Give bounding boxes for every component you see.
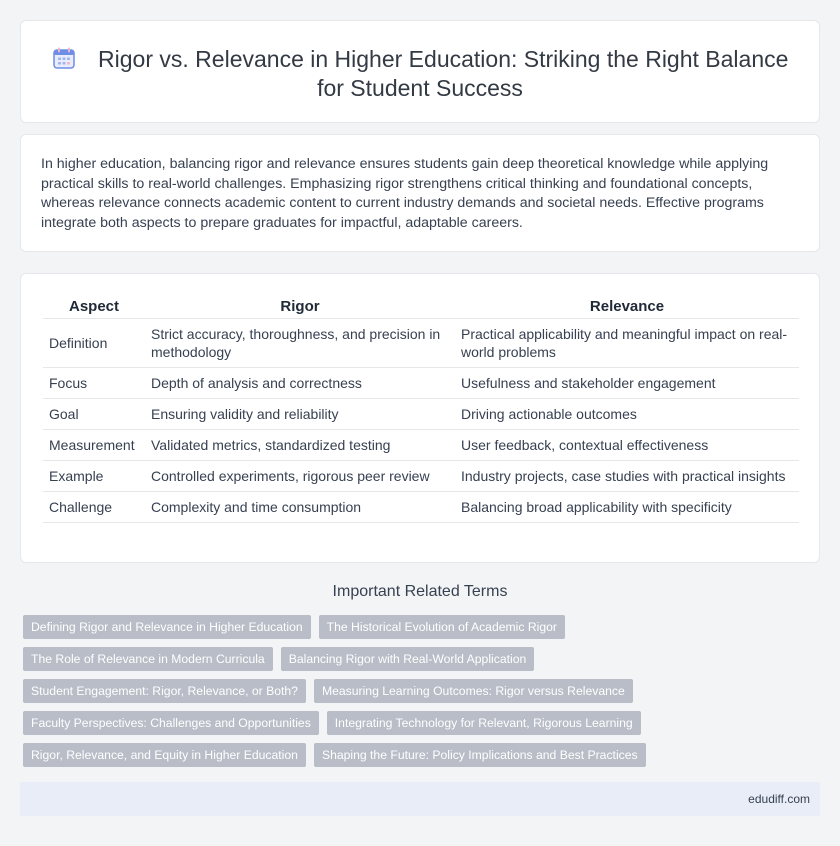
relevance-cell: Balancing broad applicability with specificity: [455, 492, 799, 523]
aspect-cell: Focus: [43, 368, 145, 399]
table-row: [43, 319, 799, 368]
footer: [20, 782, 820, 816]
rigor-cell: Depth of analysis and correctness: [145, 368, 455, 399]
aspect-cell: Example: [43, 461, 145, 492]
table-header-row: [43, 292, 799, 319]
related-term-link[interactable]: Student Engagement: Rigor, Relevance, or Both?: [23, 679, 306, 703]
rigor-cell: Complexity and time consumption: [145, 492, 455, 523]
related-term-link[interactable]: Defining Rigor and Relevance in Higher Education: [23, 615, 311, 639]
header-relevance: Relevance: [455, 292, 799, 319]
header-aspect: Aspect: [43, 292, 145, 319]
aspect-cell: Definition: [43, 319, 145, 368]
title-wrap: [45, 45, 795, 103]
relevance-cell: User feedback, contextual effectiveness: [455, 430, 799, 461]
header-card: [20, 20, 820, 123]
rigor-cell: Controlled experiments, rigorous peer review: [145, 461, 455, 492]
aspect-cell: Measurement: [43, 430, 145, 461]
calendar-icon: [52, 46, 76, 70]
table-row: [43, 492, 799, 523]
intro-paragraph: In higher education, balancing rigor and relevance ensures students gain deep theoretical knowledge while applying practical skills to real-world challenges. Emphasizing rigor strengthens critical thinking and foundational concepts, whereas relevance connects academic content to current industry demands and societal needs. Effective programs integrate both aspects to prepare graduates for impactful, adaptable careers.: [41, 156, 769, 231]
aspect-cell: Goal: [43, 399, 145, 430]
related-terms-title: Important Related Terms: [332, 583, 508, 600]
related-term-link[interactable]: Shaping the Future: Policy Implications and Best Practices: [314, 743, 646, 767]
intro-card: [20, 134, 820, 252]
footer-site-link[interactable]: edudiff.com: [748, 792, 810, 806]
related-term-link[interactable]: Rigor, Relevance, and Equity in Higher Education: [23, 743, 306, 767]
table-row: [43, 368, 799, 399]
related-term-link[interactable]: Faculty Perspectives: Challenges and Opportunities: [23, 711, 319, 735]
table-row: [43, 430, 799, 461]
comparison-table-card: [20, 273, 820, 563]
related-term-link[interactable]: Balancing Rigor with Real-World Application: [281, 647, 535, 671]
comparison-table: [43, 292, 799, 523]
rigor-cell: Validated metrics, standardized testing: [145, 430, 455, 461]
page-title: Rigor vs. Relevance in Higher Education: Striking the Right Balance for Student Success: [98, 46, 789, 101]
aspect-cell: Challenge: [43, 492, 145, 523]
relevance-cell: Practical applicability and meaningful impact on real-world problems: [455, 319, 799, 368]
related-terms-list: [23, 615, 813, 767]
relevance-cell: Driving actionable outcomes: [455, 399, 799, 430]
related-term-link[interactable]: The Historical Evolution of Academic Rigor: [319, 615, 565, 639]
relevance-cell: Industry projects, case studies with practical insights: [455, 461, 799, 492]
header-rigor: Rigor: [145, 292, 455, 319]
table-row: [43, 461, 799, 492]
rigor-cell: Ensuring validity and reliability: [145, 399, 455, 430]
related-term-link[interactable]: Integrating Technology for Relevant, Rigorous Learning: [327, 711, 641, 735]
rigor-cell: Strict accuracy, thoroughness, and precision in methodology: [145, 319, 455, 368]
related-term-link[interactable]: The Role of Relevance in Modern Curricula: [23, 647, 273, 671]
table-row: [43, 399, 799, 430]
related-term-link[interactable]: Measuring Learning Outcomes: Rigor versus Relevance: [314, 679, 633, 703]
relevance-cell: Usefulness and stakeholder engagement: [455, 368, 799, 399]
